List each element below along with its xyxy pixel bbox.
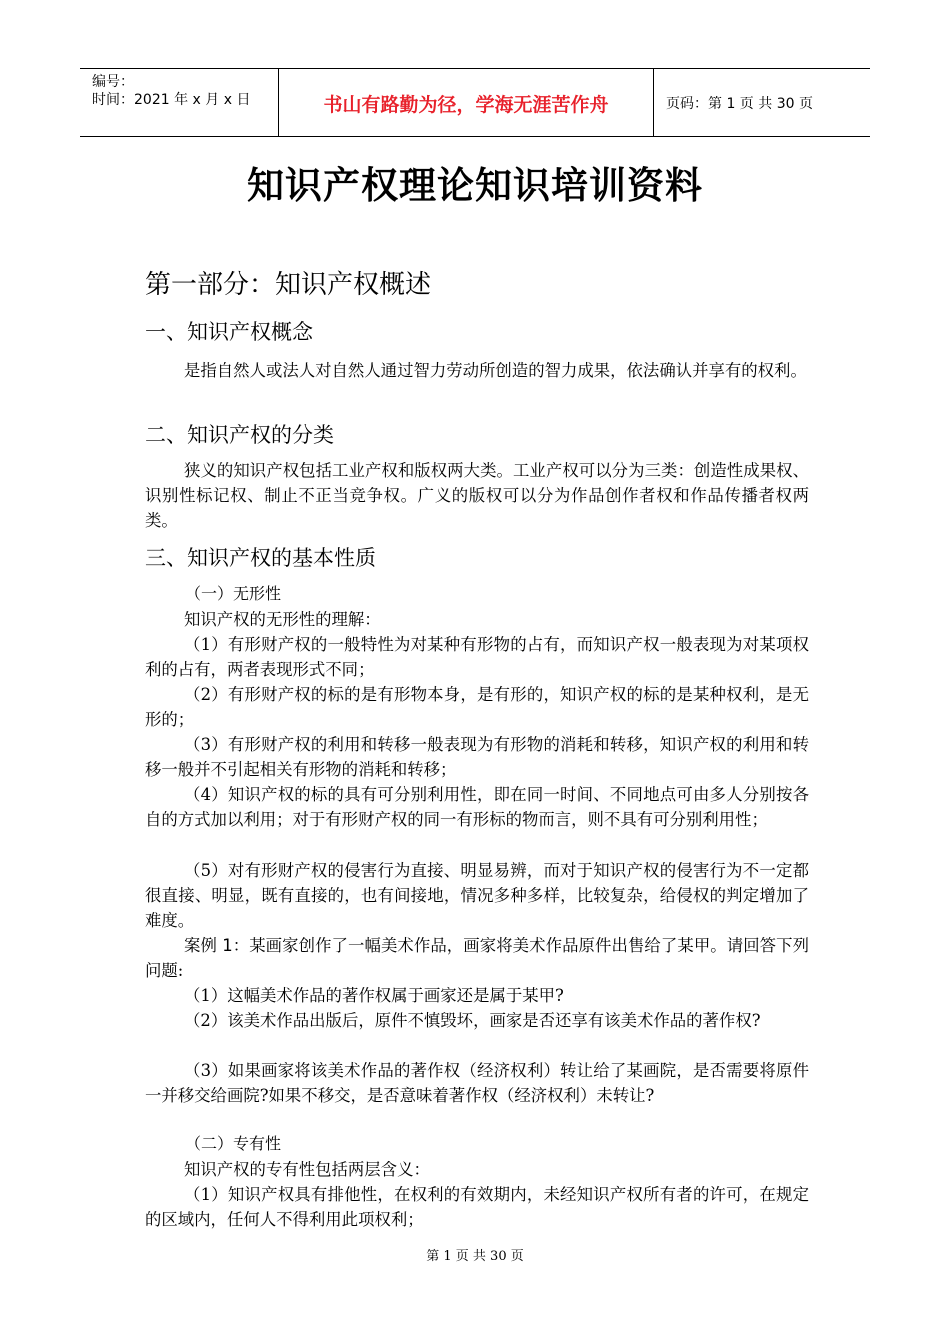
header-page-cell xyxy=(654,69,870,136)
section-heading: 一、知识产权概念 xyxy=(145,320,313,344)
header-meta-cell xyxy=(80,69,279,136)
question-item: （3）如果画家将该美术作品的著作权（经济权利）转让给了某画院，是否需要将原件一并移交给画院?如果不移交，是否意味着著作权（经济权利）未转让? xyxy=(145,1061,809,1106)
list-item: （2）有形财产权的标的是有形物本身，是有形的，知识产权的标的是某种权利，是无形的； xyxy=(145,685,809,730)
subsection-heading: （一）无形性 xyxy=(185,584,282,603)
section-body: 狭义的知识产权包括工业产权和版权两大类。工业产权可以分为三类：创造性成果权、识别性标记权、制止不正当竞争权。广义的版权可以分为作品创作者权和作品传播者权两类。 xyxy=(145,461,809,531)
question-item: （2）该美术作品出版后，原件不慎毁坏，画家是否还享有该美术作品的著作权? xyxy=(184,1011,761,1030)
header-motto: 书山有路勤为径，学海无涯苦作舟 xyxy=(323,94,609,116)
paragraph: 知识产权的专有性包括两层含义： xyxy=(184,1160,430,1179)
subsection-heading: （二）专有性 xyxy=(185,1134,282,1153)
section-heading: 二、知识产权的分类 xyxy=(145,423,334,447)
page-header xyxy=(80,68,870,137)
document-date: 时间：2021 年 x 月 x 日 xyxy=(92,92,251,108)
list-item: （1）知识产权具有排他性，在权利的有效期内，未经知识产权所有者的许可，在规定的区域内，任何人不得利用此项权利； xyxy=(145,1185,809,1230)
section-body: 是指自然人或法人对自然人通过智力劳动所创造的智力成果，依法确认并享有的权利。 xyxy=(184,361,807,380)
list-item: （4）知识产权的标的具有可分别利用性，即在同一时间、不同地点可由多人分别按各自的方式加以利用；对于有形财产权的同一有形标的物而言，则不具有可分别利用性； xyxy=(145,785,809,830)
list-item: （3）有形财产权的利用和转移一般表现为有形物的消耗和转移，知识产权的利用和转移一般并不引起相关有形物的消耗和转移； xyxy=(145,735,809,780)
part-heading: 第一部分：知识产权概述 xyxy=(145,270,432,300)
header-page-info: 页码：第 1 页 共 30 页 xyxy=(666,96,813,112)
page-footer: 第 1 页 共 30 页 xyxy=(426,1249,524,1264)
question-item: （1）这幅美术作品的著作权属于画家还是属于某甲? xyxy=(184,986,564,1005)
document-title: 知识产权理论知识培训资料 xyxy=(247,164,703,207)
case-label: 案例 1： xyxy=(184,936,250,955)
paragraph: 知识产权的无形性的理解： xyxy=(184,610,381,629)
document-number-label: 编号： xyxy=(92,74,134,90)
list-item: （5）对有形财产权的侵害行为直接、明显易辨，而对于知识产权的侵害行为不一定都很直接、明显，既有直接的，也有间接地，情况多种多样，比较复杂，给侵权的判定增加了难度。 xyxy=(145,861,809,931)
section-heading: 三、知识产权的基本性质 xyxy=(145,546,376,570)
case-text: 某画家创作了一幅美术作品，画家将美术作品原件出售给了某甲。请回答下列问题: xyxy=(145,936,810,981)
case-paragraph xyxy=(145,933,809,983)
list-item: （1）有形财产权的一般特性为对某种有形物的占有，而知识产权一般表现为对某项权利的占有，两者表现形式不同； xyxy=(145,635,809,680)
header-motto-cell xyxy=(279,69,654,136)
